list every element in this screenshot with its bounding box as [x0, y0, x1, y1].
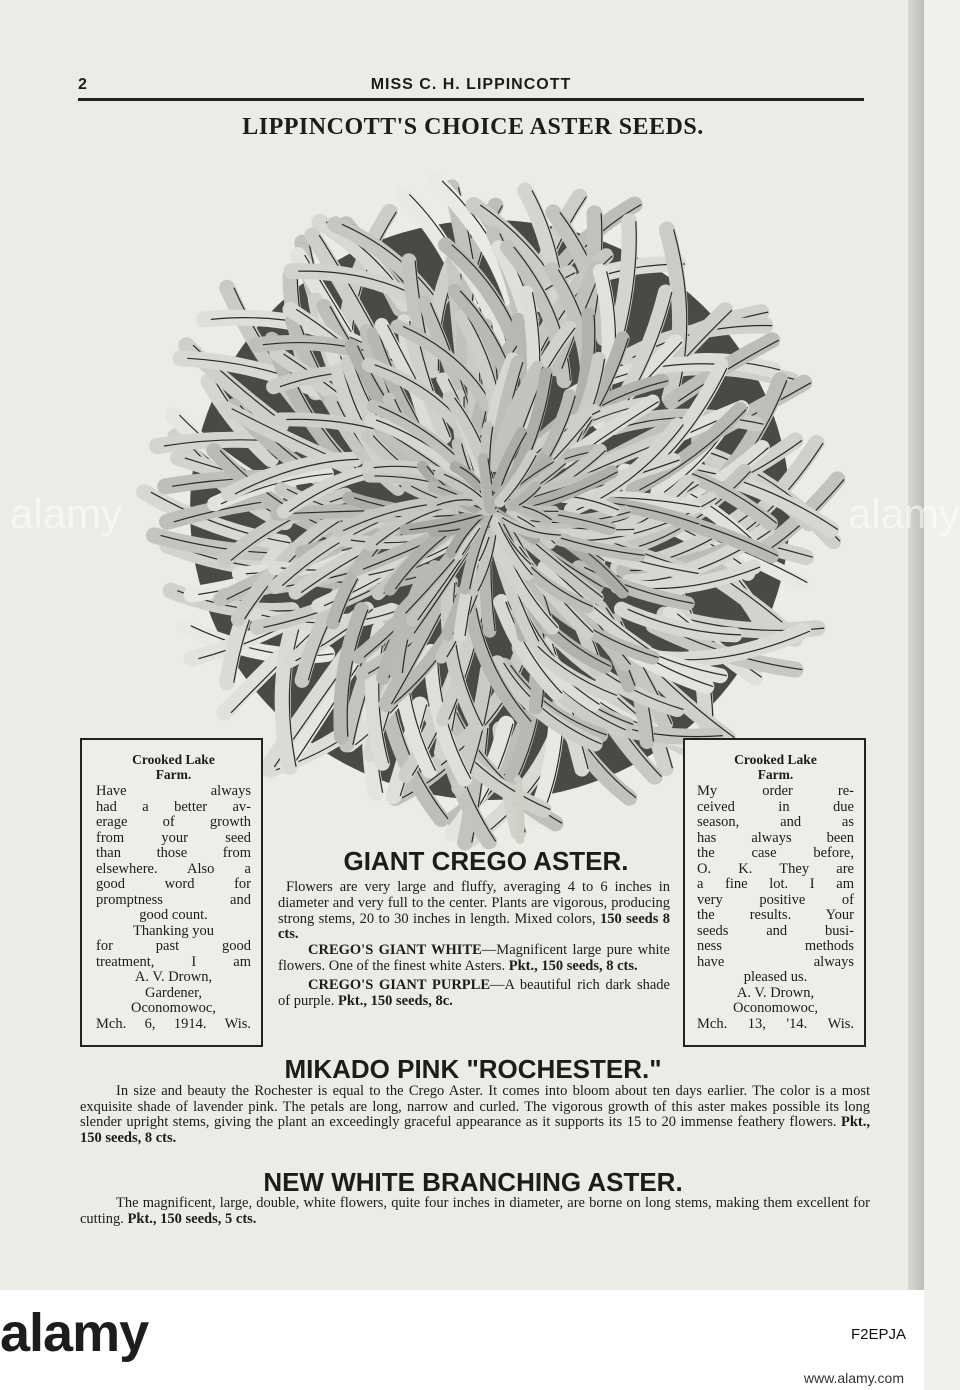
testimonial-line: Mch. 6, 1914. Wis.	[96, 1015, 251, 1032]
testimonial-line: Thanking you	[133, 922, 214, 939]
testimonial-line: ceived in due	[697, 798, 854, 815]
testimonial-line: My order re-	[697, 783, 854, 799]
header-rule	[78, 98, 864, 101]
testimonial-line: good word for	[96, 876, 251, 892]
stock-brand-logo: alamy	[0, 1303, 149, 1363]
page-header	[78, 72, 864, 98]
running-title: MISS C. H. LIPPINCOTT	[370, 76, 572, 93]
testimonial-right-heading: Crooked Lake Farm.	[734, 752, 817, 782]
testimonial-line: Oconomowoc,	[733, 1000, 818, 1016]
page-title: LIPPINCOTT'S CHOICE ASTER SEEDS.	[242, 114, 704, 140]
white-branching-description	[80, 1196, 870, 1227]
testimonial-line: O. K. They are	[697, 860, 854, 877]
testimonial-line: Have always	[96, 783, 251, 799]
testimonial-right	[683, 738, 866, 1047]
testimonial-line: than those from	[96, 845, 251, 861]
crego-intro-price: 150 seeds 8 cts.	[278, 910, 670, 943]
crego-intro: Flowers are very large and fluffy, averaging 4 to 6 inches in diameter and very full to the center. Plants are vigorous, producing strong stems, 20 to 30 inches in length. Mixed colors,	[278, 879, 670, 927]
crego-white-name: CREGO'S GIANT WHITE	[308, 942, 482, 959]
testimonial-line: A. V. Drown,	[134, 969, 213, 985]
crego-white-price: Pkt., 150 seeds, 8 cts.	[508, 957, 638, 974]
testimonial-left-text	[96, 784, 251, 1032]
crego-aster-heading: GIANT CREGO ASTER.	[343, 846, 629, 876]
mikado-pink-description	[80, 1084, 870, 1146]
crego-purple-text: —A beautiful rich dark shade of purple.	[278, 976, 670, 1009]
testimonial-line: have always	[697, 953, 854, 970]
testimonial-line: season, and as	[697, 814, 854, 830]
page-gutter	[908, 0, 924, 1290]
crego-white-text: —Magnificent large pure white flowers. One of the finest white Asters.	[278, 942, 670, 974]
testimonial-line: the case before,	[697, 845, 854, 861]
testimonial-line: A. V. Drown,	[736, 984, 815, 1001]
white-branching-price: Pkt., 150 seeds, 5 cts.	[127, 1210, 257, 1227]
testimonial-line: promptness and	[96, 891, 251, 908]
watermark-left: alamy	[10, 490, 123, 537]
mikado-text: In size and beauty the Rochester is equal to the Crego Aster. It comes into bloom about ten days earlier. The color is a most exquisite shade of lavender pink. The petals are long, narrow and curled. The vigorous growth of this aster makes possible its long slender upright stems, giving the plant an exceedingly graceful appearance as it supports its 15 to 20 immense feathery flowers.	[80, 1083, 870, 1131]
testimonial-line: a fine lot. I am	[697, 876, 854, 892]
testimonial-line: very positive of	[697, 891, 854, 908]
page-number: 2	[78, 76, 88, 93]
stock-url: www.alamy.com	[803, 1370, 904, 1386]
testimonial-right-text	[697, 784, 854, 1032]
testimonial-line: good count.	[139, 907, 208, 923]
testimonial-line: has always been	[697, 829, 854, 846]
testimonial-line: Mch. 13, '14. Wis.	[697, 1015, 854, 1032]
stock-image-id: F2EPJA	[850, 1326, 906, 1343]
mikado-pink-heading: MIKADO PINK "ROCHESTER."	[284, 1054, 662, 1084]
testimonial-line: ness methods	[697, 938, 854, 954]
testimonial-line: pleased us.	[743, 969, 808, 985]
testimonial-line: erage of growth	[96, 814, 251, 830]
testimonial-line: seeds and busi-	[697, 922, 854, 939]
testimonial-line: Oconomowoc,	[131, 1000, 216, 1016]
white-branching-heading: NEW WHITE BRANCHING ASTER.	[263, 1167, 683, 1197]
testimonial-line: had a better av-	[96, 798, 251, 815]
crego-aster-description	[278, 880, 670, 1009]
testimonial-line: for past good	[96, 938, 251, 954]
watermark-right: alamy	[848, 490, 960, 537]
testimonial-line: the results. Your	[697, 907, 854, 923]
testimonial-line: from your seed	[96, 829, 251, 846]
testimonial-left	[80, 738, 263, 1047]
testimonial-line: elsewhere. Also a	[96, 860, 251, 877]
crego-purple-name: CREGO'S GIANT PURPLE	[308, 976, 491, 993]
testimonial-left-heading: Crooked Lake Farm.	[132, 752, 215, 782]
crego-purple-price: Pkt., 150 seeds, 8c.	[338, 992, 453, 1009]
testimonial-line: treatment, I am	[96, 953, 251, 970]
white-branching-text: The magnificent, large, double, white flowers, quite four inches in diameter, are borne on long stems, making them excellent for cutting.	[80, 1195, 870, 1227]
mikado-price: Pkt., 150 seeds, 8 cts.	[80, 1114, 871, 1146]
testimonial-line: Gardener,	[145, 984, 202, 1001]
